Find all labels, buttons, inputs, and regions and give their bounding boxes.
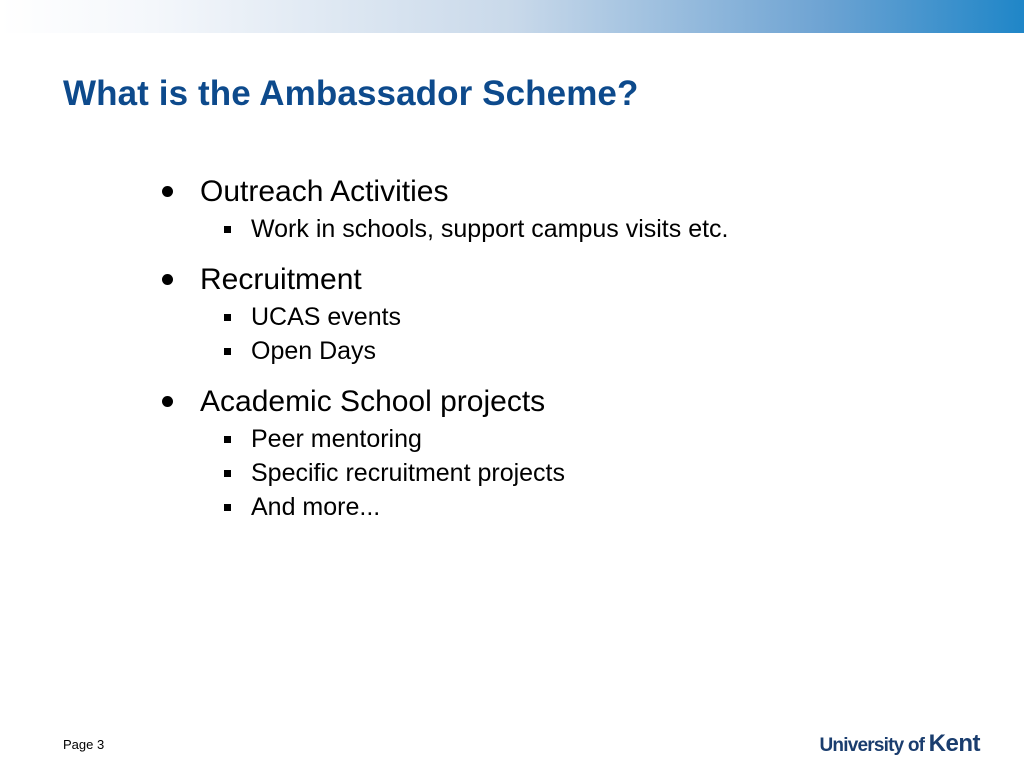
sub-bullet-text: Open Days bbox=[251, 337, 377, 365]
bullet-list bbox=[160, 172, 980, 538]
sub-bullet-text: Peer mentoring bbox=[251, 425, 422, 453]
bullet-group-outreach bbox=[160, 172, 980, 246]
bullet-item bbox=[160, 382, 980, 422]
sub-bullet-item bbox=[160, 490, 980, 524]
bullet-dot-icon bbox=[162, 396, 173, 407]
bullet-group-academic bbox=[160, 382, 980, 524]
sub-bullet-list bbox=[160, 422, 980, 524]
bullet-item bbox=[160, 172, 980, 212]
bullet-dot-icon bbox=[162, 274, 173, 285]
logo-name-text: Kent bbox=[928, 730, 980, 757]
sub-bullet-text: Work in schools, support campus visits etc. bbox=[251, 215, 729, 243]
university-of-kent-logo bbox=[819, 730, 980, 758]
page-number: Page 3 bbox=[63, 737, 105, 752]
square-bullet-icon bbox=[224, 504, 231, 511]
sub-bullet-list bbox=[160, 300, 980, 368]
header-gradient-band bbox=[0, 0, 1024, 33]
bullet-text: Academic School projects bbox=[200, 385, 546, 418]
square-bullet-icon bbox=[224, 314, 231, 321]
square-bullet-icon bbox=[224, 348, 231, 355]
sub-bullet-text: UCAS events bbox=[251, 303, 402, 331]
sub-bullet-text: And more... bbox=[251, 493, 381, 521]
square-bullet-icon bbox=[224, 226, 231, 233]
square-bullet-icon bbox=[224, 470, 231, 477]
bullet-text: Outreach Activities bbox=[200, 175, 449, 208]
sub-bullet-item bbox=[160, 456, 980, 490]
bullet-group-recruitment bbox=[160, 260, 980, 368]
bullet-text: Recruitment bbox=[200, 263, 362, 296]
slide-title: What is the Ambassador Scheme? bbox=[63, 74, 639, 113]
sub-bullet-item bbox=[160, 334, 980, 368]
sub-bullet-list bbox=[160, 212, 980, 246]
sub-bullet-item bbox=[160, 300, 980, 334]
bullet-item bbox=[160, 260, 980, 300]
logo-prefix-text: University of bbox=[819, 735, 929, 756]
square-bullet-icon bbox=[224, 436, 231, 443]
sub-bullet-item bbox=[160, 212, 980, 246]
sub-bullet-text: Specific recruitment projects bbox=[251, 459, 566, 487]
bullet-dot-icon bbox=[162, 186, 173, 197]
sub-bullet-item bbox=[160, 422, 980, 456]
